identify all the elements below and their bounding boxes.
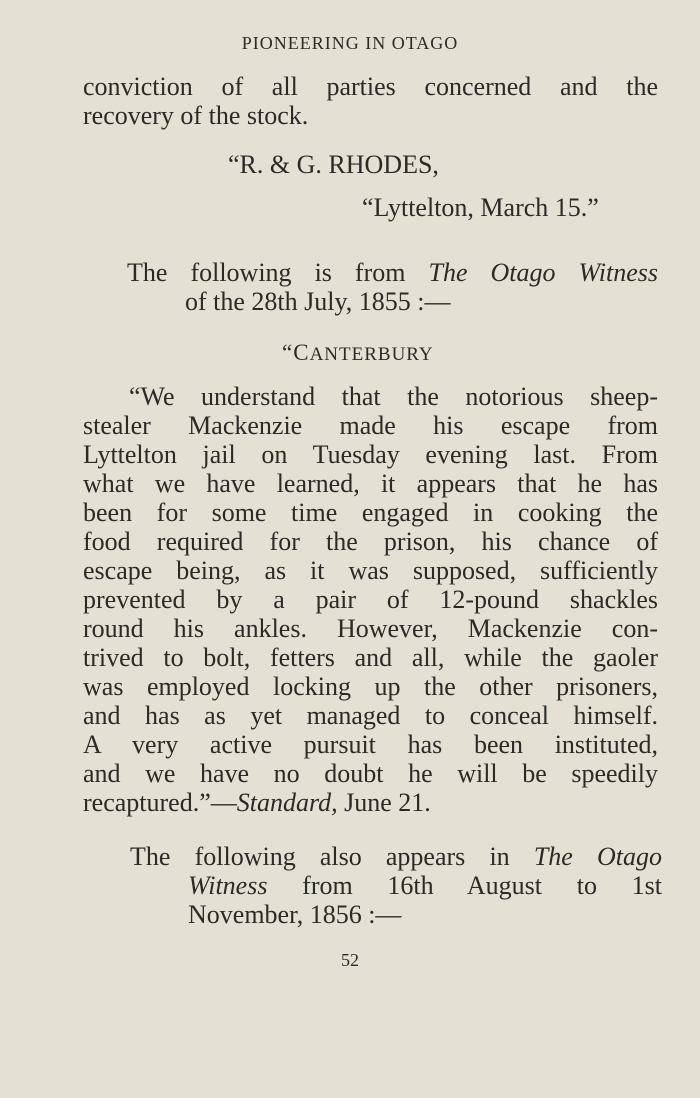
- intro-line-1: The following is from The Otago Witness: [127, 258, 658, 287]
- text-line: prevented by a pair of 12-pound shackles: [83, 585, 658, 614]
- text-line: was employed locking up the other prisoners,: [83, 672, 658, 701]
- paragraph-mackenzie: [83, 382, 658, 817]
- intro2-line-1: The following also appears in The Otago: [130, 842, 663, 871]
- text-line: Lyttelton jail on Tuesday evening last. From: [83, 440, 658, 469]
- page-number: 52: [341, 950, 359, 970]
- text-line: recaptured.”—Standard, June 21.: [83, 788, 431, 817]
- text-line: stealer Mackenzie made his escape from: [83, 411, 658, 440]
- intro2-line-3: November, 1856 :—: [188, 900, 402, 929]
- signature-name: “R. & G. RHODES,: [228, 150, 439, 179]
- text-line: trived to bolt, fetters and all, while the gaoler: [83, 643, 658, 672]
- intro2-line-2: Witness from 16th August to 1st: [188, 871, 662, 900]
- text-line: been for some time engaged in cooking the: [83, 498, 658, 527]
- text-line: what we have learned, it appears that he has: [83, 469, 658, 498]
- text-line: and has as yet managed to conceal himself.: [83, 701, 658, 730]
- text-line: recovery of the stock.: [83, 101, 309, 130]
- canterbury-heading: “CANTERBURY: [282, 340, 434, 365]
- text-line: A very active pursuit has been instituted,: [83, 730, 658, 759]
- intro-line-2: of the 28th July, 1855 :—: [185, 287, 451, 316]
- signature-place-date: “Lyttelton, March 15.”: [362, 193, 599, 222]
- text-line: round his ankles. However, Mackenzie con-: [83, 614, 658, 643]
- text-line: “We understand that the notorious sheep-: [129, 382, 658, 411]
- text-line: conviction of all parties concerned and the: [83, 72, 658, 101]
- paragraph-conviction: [83, 72, 658, 130]
- running-header: PIONEERING IN OTAGO: [241, 33, 459, 53]
- text-line: food required for the prison, his chance of: [83, 527, 658, 556]
- text-line: and we have no doubt he will be speedily: [83, 759, 658, 788]
- text-line: escape being, as it was supposed, sufficiently: [83, 556, 658, 585]
